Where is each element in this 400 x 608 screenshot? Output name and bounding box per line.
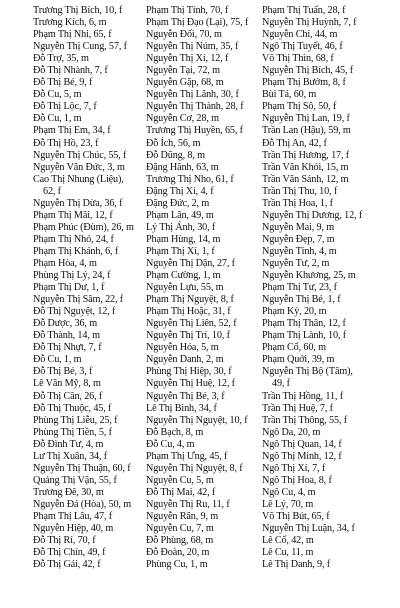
list-item: Phạm Thị Hoặc, 31, f [146,306,231,318]
list-item: Võ Thị Thìn, 68, f [262,53,334,65]
list-item: Nguyễn Thị Huệ, 12, f [146,378,235,390]
list-item: Nguyễn Rân, 9, m [146,510,219,522]
list-item: Nguyễn Thị Núm, 35, f [146,41,239,53]
list-item: 49, f [272,378,290,390]
list-item: Phạm Hòa, 4, m [33,257,97,269]
list-item: Đỗ Đình Tư, 4, m [33,438,104,450]
list-item: Nguyễn Đá (Hòa), 50, m [33,498,131,510]
list-item: Nguyễn Thị Liên, 52, f [146,318,237,330]
list-item: Đỗ Trợ, 35, m [33,53,89,65]
list-item: Lê Cố, 42, m [262,535,314,547]
list-item: Nguyễn Thị Luận, 34, f [262,523,355,535]
list-item: Đỗ Thành, 14, m [33,330,100,342]
list-item: Nguyễn Thị Dận, 27, f [146,257,235,269]
list-item: Phùng Thị Liễu, 25, f [33,414,118,426]
list-item: Phạm Thị Dư, 1, f [33,282,105,294]
list-item: Phạm Thị Mãi, 12, f [33,209,113,221]
column-3 [262,5,394,571]
list-item: Phạm Lân, 49, m [146,209,214,221]
list-item: Lê Văn Mỹ, 8, m [33,378,101,390]
list-item: Phạm Thị Ưng, 45, f [146,450,228,462]
list-item: Nguyễn Thị Sâm, 22, f [33,294,124,306]
list-item: Đỗ Thị Hồ, 23, f [33,137,99,149]
list-item: Đỗ Thị Nguyệt, 12, f [33,306,116,318]
list-item: Đỗ Thị Mai, 42, f [146,486,216,498]
list-item: Nguyễn Thị Dừa, 36, f [33,197,123,209]
list-item: Nguyễn Thị Ru, 11, f [146,498,230,510]
list-item: Phùng Thị Tiền, 5, f [33,426,112,438]
list-item: Trần Văn Sánh, 12, m [262,173,349,185]
list-item: Trương Thị Bích, 10, f [33,5,123,16]
list-item: Phạm Hùng, 14, m [146,233,221,245]
column-1 [33,5,145,571]
list-item: Nguyễn Lựu, 55, m [146,282,224,294]
list-item: Lư Thị Xuân, 34, f [33,450,107,462]
list-item: Phùng Cu, 1, m [146,559,208,571]
list-item: Phạm Thị Nhi, 65, f [33,29,112,41]
list-item: Nguyễn Thị Bé, 3, f [146,390,225,402]
list-item: Ngô Thị Tuyết, 46, f [262,41,343,53]
list-item: Trần Thị Hương, 17, f [262,149,349,161]
list-item: Phạm Thị Tuấn, 28, f [262,5,346,16]
list-item: Trần Thị Hoa, 1, f [262,197,333,209]
list-item: Trương Thị Nho, 61, f [146,173,234,185]
list-item: Phạm Thị Tư, 23, f [262,282,337,294]
list-item: Phạm Quới, 39, m [262,354,335,366]
list-item: Đỗ Thị Rí, 70, f [33,535,96,547]
list-item: Quảng Thị Vận, 55, f [33,474,117,486]
list-item: Phùng Thị Hiệp, 30, f [146,366,232,378]
list-item: Nguyễn Hóa, 5, m [146,342,219,354]
list-item: Ngô Thị Xí, 7, f [262,462,326,474]
list-item: Nguyễn Tại, 72, m [146,65,220,77]
list-item: Cao Thị Nhung (Liệu), [33,173,124,185]
list-item: Phạm Phúc (Đùm), 26, m [33,221,134,233]
list-item: Lê Thị Danh, 9, f [262,559,330,571]
list-item: Phạm Thị Sô, 50, f [262,101,337,113]
list-item: Nguyễn Chí, 44, m [262,29,338,41]
list-item: Nguyễn Thị Lan, 19, f [262,113,350,125]
list-item: Ngô Thị Quan, 14, f [262,438,342,450]
list-item: Phạm Thị Lành, 10, f [262,330,346,342]
list-item: Lý Thị Ánh, 30, f [146,221,216,233]
list-item: Đỗ Thị Gái, 42, f [33,559,101,571]
list-item: Nguyễn Thị Huỳnh, 7, f [262,17,357,29]
list-item: Đỗ Cu, 5, m [33,89,82,101]
list-item: Đặng Đức, 2, m [146,197,210,209]
list-item: Phạm Cường, 1, m [146,270,221,282]
list-item: Trần Thị Huệ, 7, f [262,402,333,414]
list-item: Phạm Thị Nguyệt, 8, f [146,294,234,306]
list-item: Nguyễn Khương, 25, m [262,270,356,282]
list-item: 62, f [43,185,61,197]
list-item: Phạm Cổ, 60, m [262,342,326,354]
list-item: Nguyễn Cu, 7, m [146,523,214,535]
list-item: Trần Lan (Hậu), 59, m [262,125,351,137]
list-item: Ngô Cu, 4, m [262,486,316,498]
list-item: Nguyễn Hiệp, 40, m [33,523,114,535]
list-item: Nguyễn Thị Bé, 1, f [262,294,341,306]
list-item: Lê Lý, 70, m [262,498,314,510]
list-item: Phạm Thị Em, 34, f [33,125,111,137]
list-item: Nguyễn Văn Đức, 3, m [33,161,125,173]
list-item: Phạm Thị Thân, 12, f [262,318,346,330]
list-item: Nguyễn Thị Trí, 10, f [146,330,230,342]
list-item: Nguyễn Thị Thành, 28, f [146,101,244,113]
list-item: Đỗ Thị Chín, 49, f [33,547,106,559]
list-item: Nguyễn Đẹp, 7, m [262,233,335,245]
list-item: Phạm Thị Bướm, 8, f [262,77,346,89]
list-item: Trần Thị Thu, 10, f [262,185,338,197]
list-item: Đỗ Thị Thuộc, 45, f [33,402,112,414]
list-item: Phạm Thị Khánh, 6, f [33,245,119,257]
list-item: Đỗ Thị Nhành, 7, f [33,65,108,77]
list-item: Nguyễn Cu, 5, m [146,474,214,486]
list-item: Đỗ Thị Bé, 3, f [33,366,93,378]
list-item: Nguyễn Thị Nguyệt, 8, f [146,462,243,474]
list-item: Phạm Thị Đạo (Lại), 75, f [146,17,249,29]
list-item: Nguyễn Thị Xí, 12, f [146,53,229,65]
list-item: Đỗ Dũng, 8, m [146,149,205,161]
list-item: Nguyễn Thị Thuận, 60, f [33,462,131,474]
list-item: Đặng Thị Xí, 4, f [146,185,214,197]
list-item: Lê Thị Bình, 34, f [146,402,217,414]
list-item: Đỗ Dược, 36, m [33,318,97,330]
list-item: Đỗ Thị Bé, 9, f [33,77,93,89]
list-item: Trần Thị Hồng, 11, f [262,390,343,402]
list-item: Võ Thị Bút, 65, f [262,510,330,522]
list-item: Đỗ Bạch, 8, m [146,426,204,438]
list-item: Nguyễn Thị Lãnh, 30, f [146,89,239,101]
list-item: Đỗ Đoàn, 20, m [146,547,210,559]
list-item: Đỗ Phùng, 68, m [146,535,214,547]
list-item: Đỗ Thị Cân, 26, f [33,390,103,402]
list-item: Ngô Thị Hoa, 8, f [262,474,332,486]
list-item: Ngô Da, 20, m [262,426,321,438]
list-item: Nguyễn Thị Cung, 57, f [33,41,127,53]
list-item: Nguyễn Thị Bộ (Tâm), [262,366,353,378]
list-item: Phạm Thị Lâu, 47, f [33,510,113,522]
list-item: Nguyễn Thị Dương, 12, f [262,209,363,221]
list-item: Trần Văn Khói, 15, m [262,161,349,173]
list-item: Phạm Thị Tính, 70, f [146,5,229,16]
list-item: Nguyễn Thị Bích, 45, f [262,65,354,77]
list-item: Nguyễn Gặp, 68, m [146,77,224,89]
list-item: Nguyễn Mai, 9, m [262,221,335,233]
list-item: Lê Cu, 11, m [262,547,314,559]
list-item: Trương Đê, 30, m [33,486,104,498]
list-item: Đỗ Ích, 56, m [146,137,201,149]
list-item: Nguyễn Thị Nguyệt, 10, f [146,414,248,426]
list-item: Phạm Thị Xí, 1, f [146,245,215,257]
list-item: Đỗ Thị Lộc, 7, f [33,101,97,113]
list-item: Ngô Thị Minh, 12, f [262,450,342,462]
list-item: Trần Thị Thông, 55, f [262,414,347,426]
list-item: Đỗ Thị Nhựt, 7, f [33,342,102,354]
column-2 [146,5,258,571]
list-item: Nguyễn Danh, 2, m [146,354,224,366]
list-item: Đỗ Cu, 4, m [146,438,195,450]
list-item: Đỗ Cu, 1, m [33,113,82,125]
list-item: Nguyễn Đối, 70, m [146,29,222,41]
list-item: Trương Kích, 6, m [33,17,107,29]
list-item: Đỗ Thị An, 42, f [262,137,327,149]
list-item: Phạm Kỳ, 20, m [262,306,327,318]
list-item: Trương Thị Huyền, 65, f [146,125,243,137]
list-item: Đỗ Cu, 1, m [33,354,82,366]
list-item: Nguyễn Tư, 2, m [262,257,330,269]
list-item: Bùi Tá, 60, m [262,89,317,101]
list-item: Nguyễn Cơ, 28, m [146,113,219,125]
list-item: Phùng Thị Lý, 24, f [33,270,111,282]
list-item: Đặng Hãnh, 63, m [146,161,219,173]
list-item: Nguyễn Tính, 4, m [262,245,337,257]
list-item: Nguyễn Thị Chúc, 55, f [33,149,127,161]
list-item: Phạm Thị Nhỏ, 24, f [33,233,114,245]
